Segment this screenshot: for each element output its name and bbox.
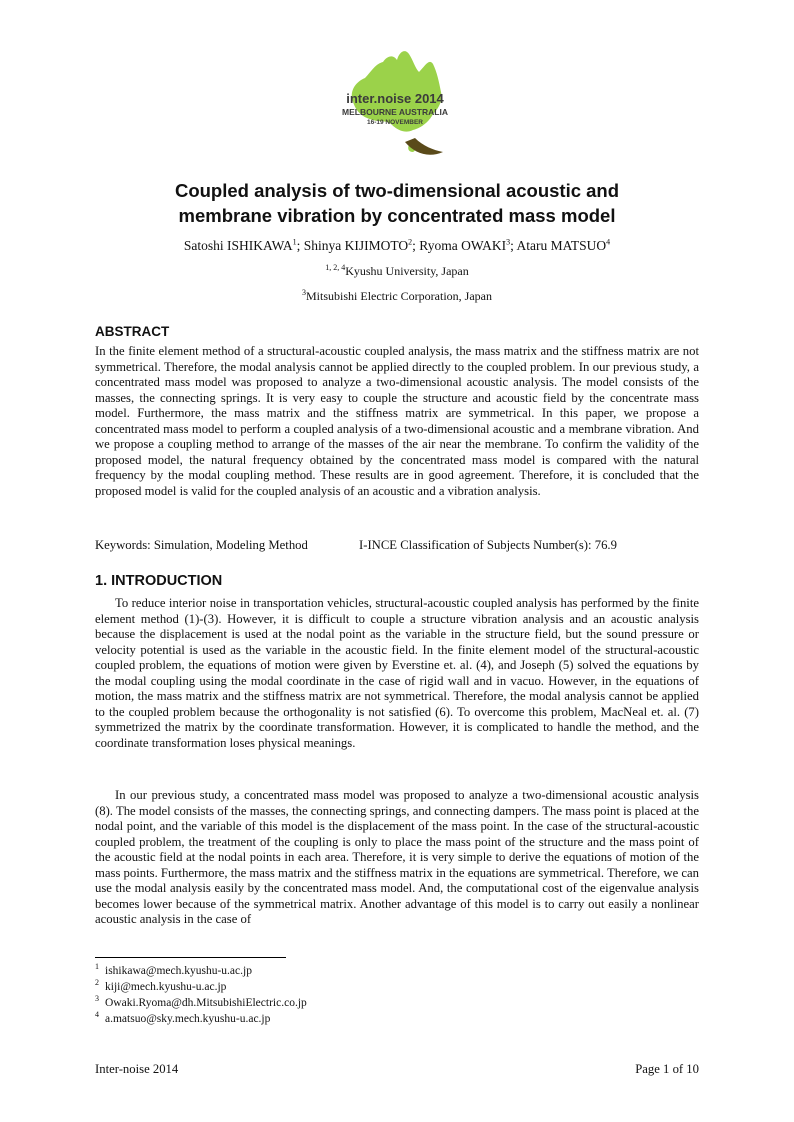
- footer-conference: Inter-noise 2014: [95, 1062, 179, 1076]
- author-separator: ;: [412, 238, 420, 253]
- footnote: 3 Owaki.Ryoma@dh.MitsubishiElectric.co.jp: [95, 994, 307, 1009]
- conference-logo: [335, 42, 455, 160]
- footnote: 2 kiji@mech.kyushu-u.ac.jp: [95, 978, 227, 993]
- affiliation: [95, 289, 699, 304]
- footnote-email: ishikawa@mech.kyushu-u.ac.jp: [105, 965, 252, 977]
- author-name: Satoshi ISHIKAWA: [183, 238, 293, 253]
- affiliation-mark: 3: [302, 288, 307, 297]
- affiliation: [95, 264, 699, 279]
- paper-title: [95, 178, 699, 228]
- title-line-1: Coupled analysis of two-dimensional acoustic and: [174, 180, 620, 201]
- footnote-email: a.matsuo@sky.mech.kyushu-u.ac.jp: [105, 1013, 271, 1025]
- footnote-divider: [95, 957, 286, 958]
- intro-paragraph-2: In our previous study, a concentrated mass model was proposed to analyze a two-dimensional acoustic analysis (8). The model consists of the masses, the connecting springs, and connecting dampers. The mass point is placed at the nodal point, and the variable of this model is the displacement of the mass point. In the case of the structural-acoustic coupled problem, the treatment of the coupling is only to place the mass point of the structure and the mass point of the acoustic field at the nodal points in each area. Therefore, it is very simple to derive the equations of motion of the mass points. Furthermore, the mass matrix and the stiffness matrix in the equations are symmetrical. Therefore, we can use the modal analysis easily by the concentrated mass model. And, the computational cost of the eigenvalue analysis becomes lower because of the symmetrical matrix. Another advantage of this model is to carry out easily a nonlinear acoustic analysis in the case of: [95, 788, 699, 927]
- affiliation-text: Mitsubishi Electric Corporation, Japan: [306, 289, 492, 303]
- abstract-heading: ABSTRACT: [95, 324, 170, 339]
- affiliation-mark: 1, 2, 4: [325, 263, 346, 272]
- logo-line1: inter.noise 2014: [346, 91, 444, 106]
- author-mark: 3: [506, 237, 511, 247]
- keywords: [95, 538, 699, 553]
- logo-line3: 16-19 NOVEMBER: [367, 119, 423, 126]
- author-name: Shinya KIJIMOTO: [303, 238, 409, 253]
- page-number: Page 1 of 10: [635, 1062, 699, 1076]
- section-heading-introduction: 1. INTRODUCTION: [95, 573, 223, 589]
- footnote: 1 ishikawa@mech.kyushu-u.ac.jp: [95, 962, 252, 977]
- intro-paragraph-1: To reduce interior noise in transportation vehicles, structural-acoustic coupled analysis has performed by the finite element method (1)-(3). However, it is difficult to couple a structure vibration analysis and an acoustic analysis because the displacement is used at the nodal point as the variable in the structure field, but the sound pressure or velocity potential is used as the variable in the acoustic field. In the finite element model of the structural-acoustic coupled problem, the equations of motion were given by Everstine et. al. (4), and Joseph (5) solved the equations by the modal coupling using the modal coordinate in the case of rigid wall and in vacuo. However, in the equations of motion, the mass matrix and the stiffness matrix are not symmetrical. Therefore, the modal analysis cannot be applied to the coupled problem because the orthogonality is not satisfied (6). To overcome this problem, MacNeal et. al. (7) symmetrized the matrix by the coordinate transformation. However, it is complicated to handle the method, and the coordinate transformation loses physical meanings.: [95, 596, 699, 750]
- footnote-email: Owaki.Ryoma@dh.MitsubishiElectric.co.jp: [105, 997, 307, 1009]
- author-mark: 1: [292, 237, 297, 247]
- author-list: [95, 238, 699, 254]
- author-name: Ataru MATSUO: [516, 238, 607, 253]
- logo-line2: MELBOURNE AUSTRALIA: [342, 107, 448, 117]
- footnote-email: kiji@mech.kyushu-u.ac.jp: [105, 981, 227, 993]
- author-mark: 4: [606, 237, 611, 247]
- page-footer: [95, 1062, 699, 1077]
- classification-text: I-INCE Classification of Subjects Number(s): 76.9: [359, 538, 617, 552]
- author-name: Ryoma OWAKI: [419, 238, 507, 253]
- author-separator: ;: [296, 238, 304, 253]
- abstract-text: In the finite element method of a structural-acoustic coupled analysis, the mass matrix and the stiffness matrix are not symmetrical. Therefore, the modal analysis cannot be applied directly to the coupled problem. In our previous study, a concentrated mass model was proposed to analyze a two-dimensional acoustic analysis. The model consists of the masses, the connecting springs. It is very easy to couple the structure and acoustic field by the concentrate mass model. Furthermore, the mass matrix and the stiffness matrix are symmetrical. In this paper, we propose a concentrated mass model to perform a coupled analysis of a two-dimensional acoustic and a membrane vibration. And we propose a coupling method to arrange of the masses of the air near the membrane. To confirm the validity of the proposed model, the natural frequency obtained by the concentrated mass model is compared with the natural frequency by the modal coupling method. These results are in good agreement. Therefore, it is concluded that the proposed model is valid for the coupled analysis of an acoustic and a vibration analysis.: [95, 344, 699, 498]
- footnote: 4 a.matsuo@sky.mech.kyushu-u.ac.jp: [95, 1010, 271, 1025]
- author-separator: ;: [510, 238, 517, 253]
- keywords-text: Keywords: Simulation, Modeling Method: [95, 538, 308, 552]
- title-line-2: membrane vibration by concentrated mass model: [178, 205, 616, 226]
- author-mark: 2: [408, 237, 413, 247]
- australia-map-icon: [335, 42, 455, 160]
- affiliation-text: Kyushu University, Japan: [345, 264, 469, 278]
